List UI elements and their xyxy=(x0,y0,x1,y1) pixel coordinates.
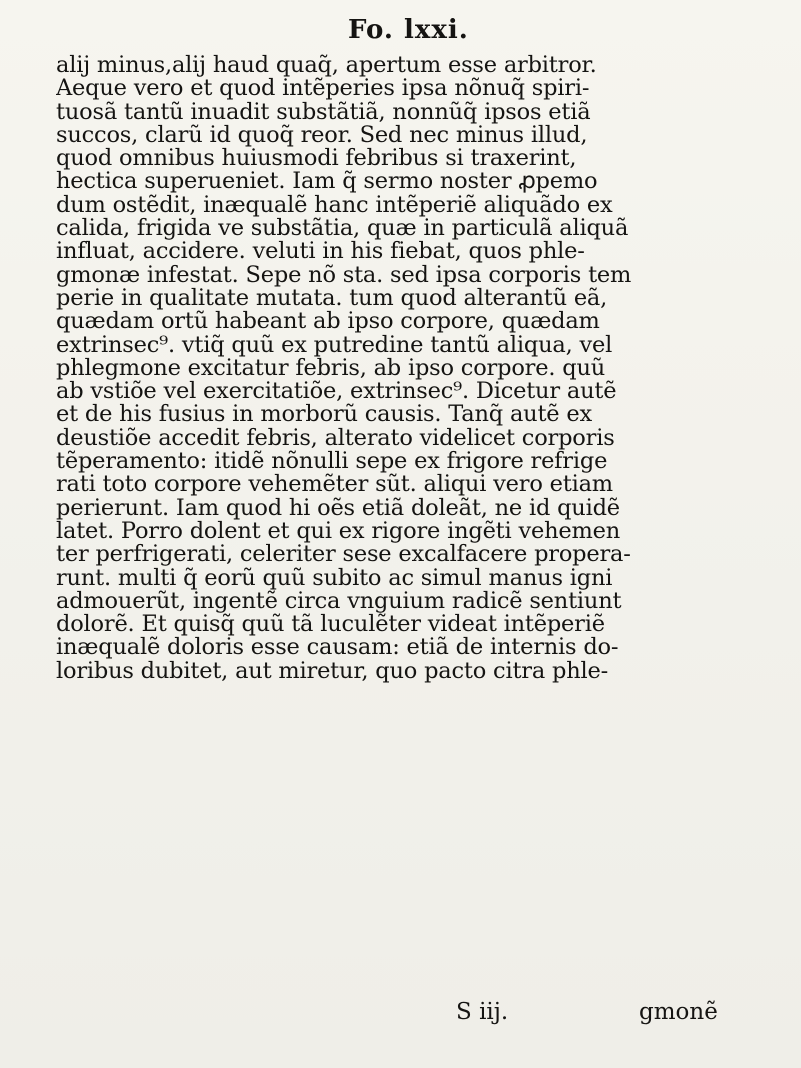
text-line: dum ostẽdit, inæqualẽ hanc intẽperiẽ aliquãdo ex xyxy=(56,193,613,218)
text-line: loribus dubitet, aut miretur, quo pacto citra phle- xyxy=(56,659,609,684)
text-line: succos, clarũ id quoq̃ reor. Sed nec minus illud, xyxy=(56,123,588,148)
text-line: influat, accidere. veluti in his fiebat, quos phle- xyxy=(56,240,585,264)
text-line: quod omnibus huiusmodi febribus si traxerint, xyxy=(56,147,577,171)
text-line: alij minus,alij haud quaq̃, apertum esse arbitror. xyxy=(56,54,597,78)
text-line: latet. Porro dolent et qui ex rigore ingẽti vehemen xyxy=(56,519,621,544)
text-line: ab vstiõe vel exercitatiõe, extrinsec⁹. Dicetur autẽ xyxy=(56,380,617,404)
text-line: et de his fusius in morborũ causis. Tanq̃ autẽ ex xyxy=(56,403,592,427)
text-line: dolorẽ. Et quisq̃ quũ tã luculẽter videat intẽperiẽ xyxy=(56,613,605,637)
text-line: ter perfrigerati, celeriter sese excalfacere propera- xyxy=(56,543,631,567)
text-line: hectica superueniet. Iam q̃ sermo noster ꝓpemo xyxy=(56,170,598,194)
text-line: extrinsec⁹. vtiq̃ quũ ex putredine tantũ aliqua, vel xyxy=(56,333,613,357)
text-line: Aeque vero et quod intẽperies ipsa nõnuq̃ spiri- xyxy=(56,77,590,101)
main-text-block xyxy=(56,54,771,683)
text-line: tuosã tantũ inuadit substãtiã, nonnũq̃ ipsos etiã xyxy=(56,100,591,124)
text-line: inæqualẽ doloris esse causam: etiã de internis do- xyxy=(56,636,619,660)
text-line: tẽperamento: itidẽ nõnulli sepe ex frigore refrige xyxy=(56,450,608,474)
text-line: perierunt. Iam quod hi oẽs etiã doleãt, ne id quidẽ xyxy=(56,496,620,520)
text-line: rati toto corpore vehemẽter sũt. aliqui vero etiam xyxy=(56,473,613,497)
text-line: admouerũt, ingentẽ circa vnguium radicẽ sentiunt xyxy=(56,589,622,614)
signature-mark: S iij. xyxy=(456,999,509,1025)
catchword: gmonẽ xyxy=(639,999,718,1025)
text-line: gmonæ infestat. Sepe nõ sta. sed ipsa corporis tem xyxy=(56,263,632,287)
text-line: phlegmone excitatur febris, ab ipso corpore. quũ xyxy=(56,356,606,381)
text-line: quædam ortũ habeant ab ipso corpore, quædam xyxy=(56,310,600,334)
text-line: calida, frigida ve substãtia, quæ in particulã aliquã xyxy=(56,217,629,241)
text-line: runt. multi q̃ eorũ quũ subito ac simul manus igni xyxy=(56,566,613,590)
text-line: deustiõe accedit febris, alterato videlicet corporis xyxy=(56,426,615,451)
folio-number: Fo. lxxi. xyxy=(348,15,469,45)
text-line: perie in qualitate mutata. tum quod alterantũ eã, xyxy=(56,286,608,311)
